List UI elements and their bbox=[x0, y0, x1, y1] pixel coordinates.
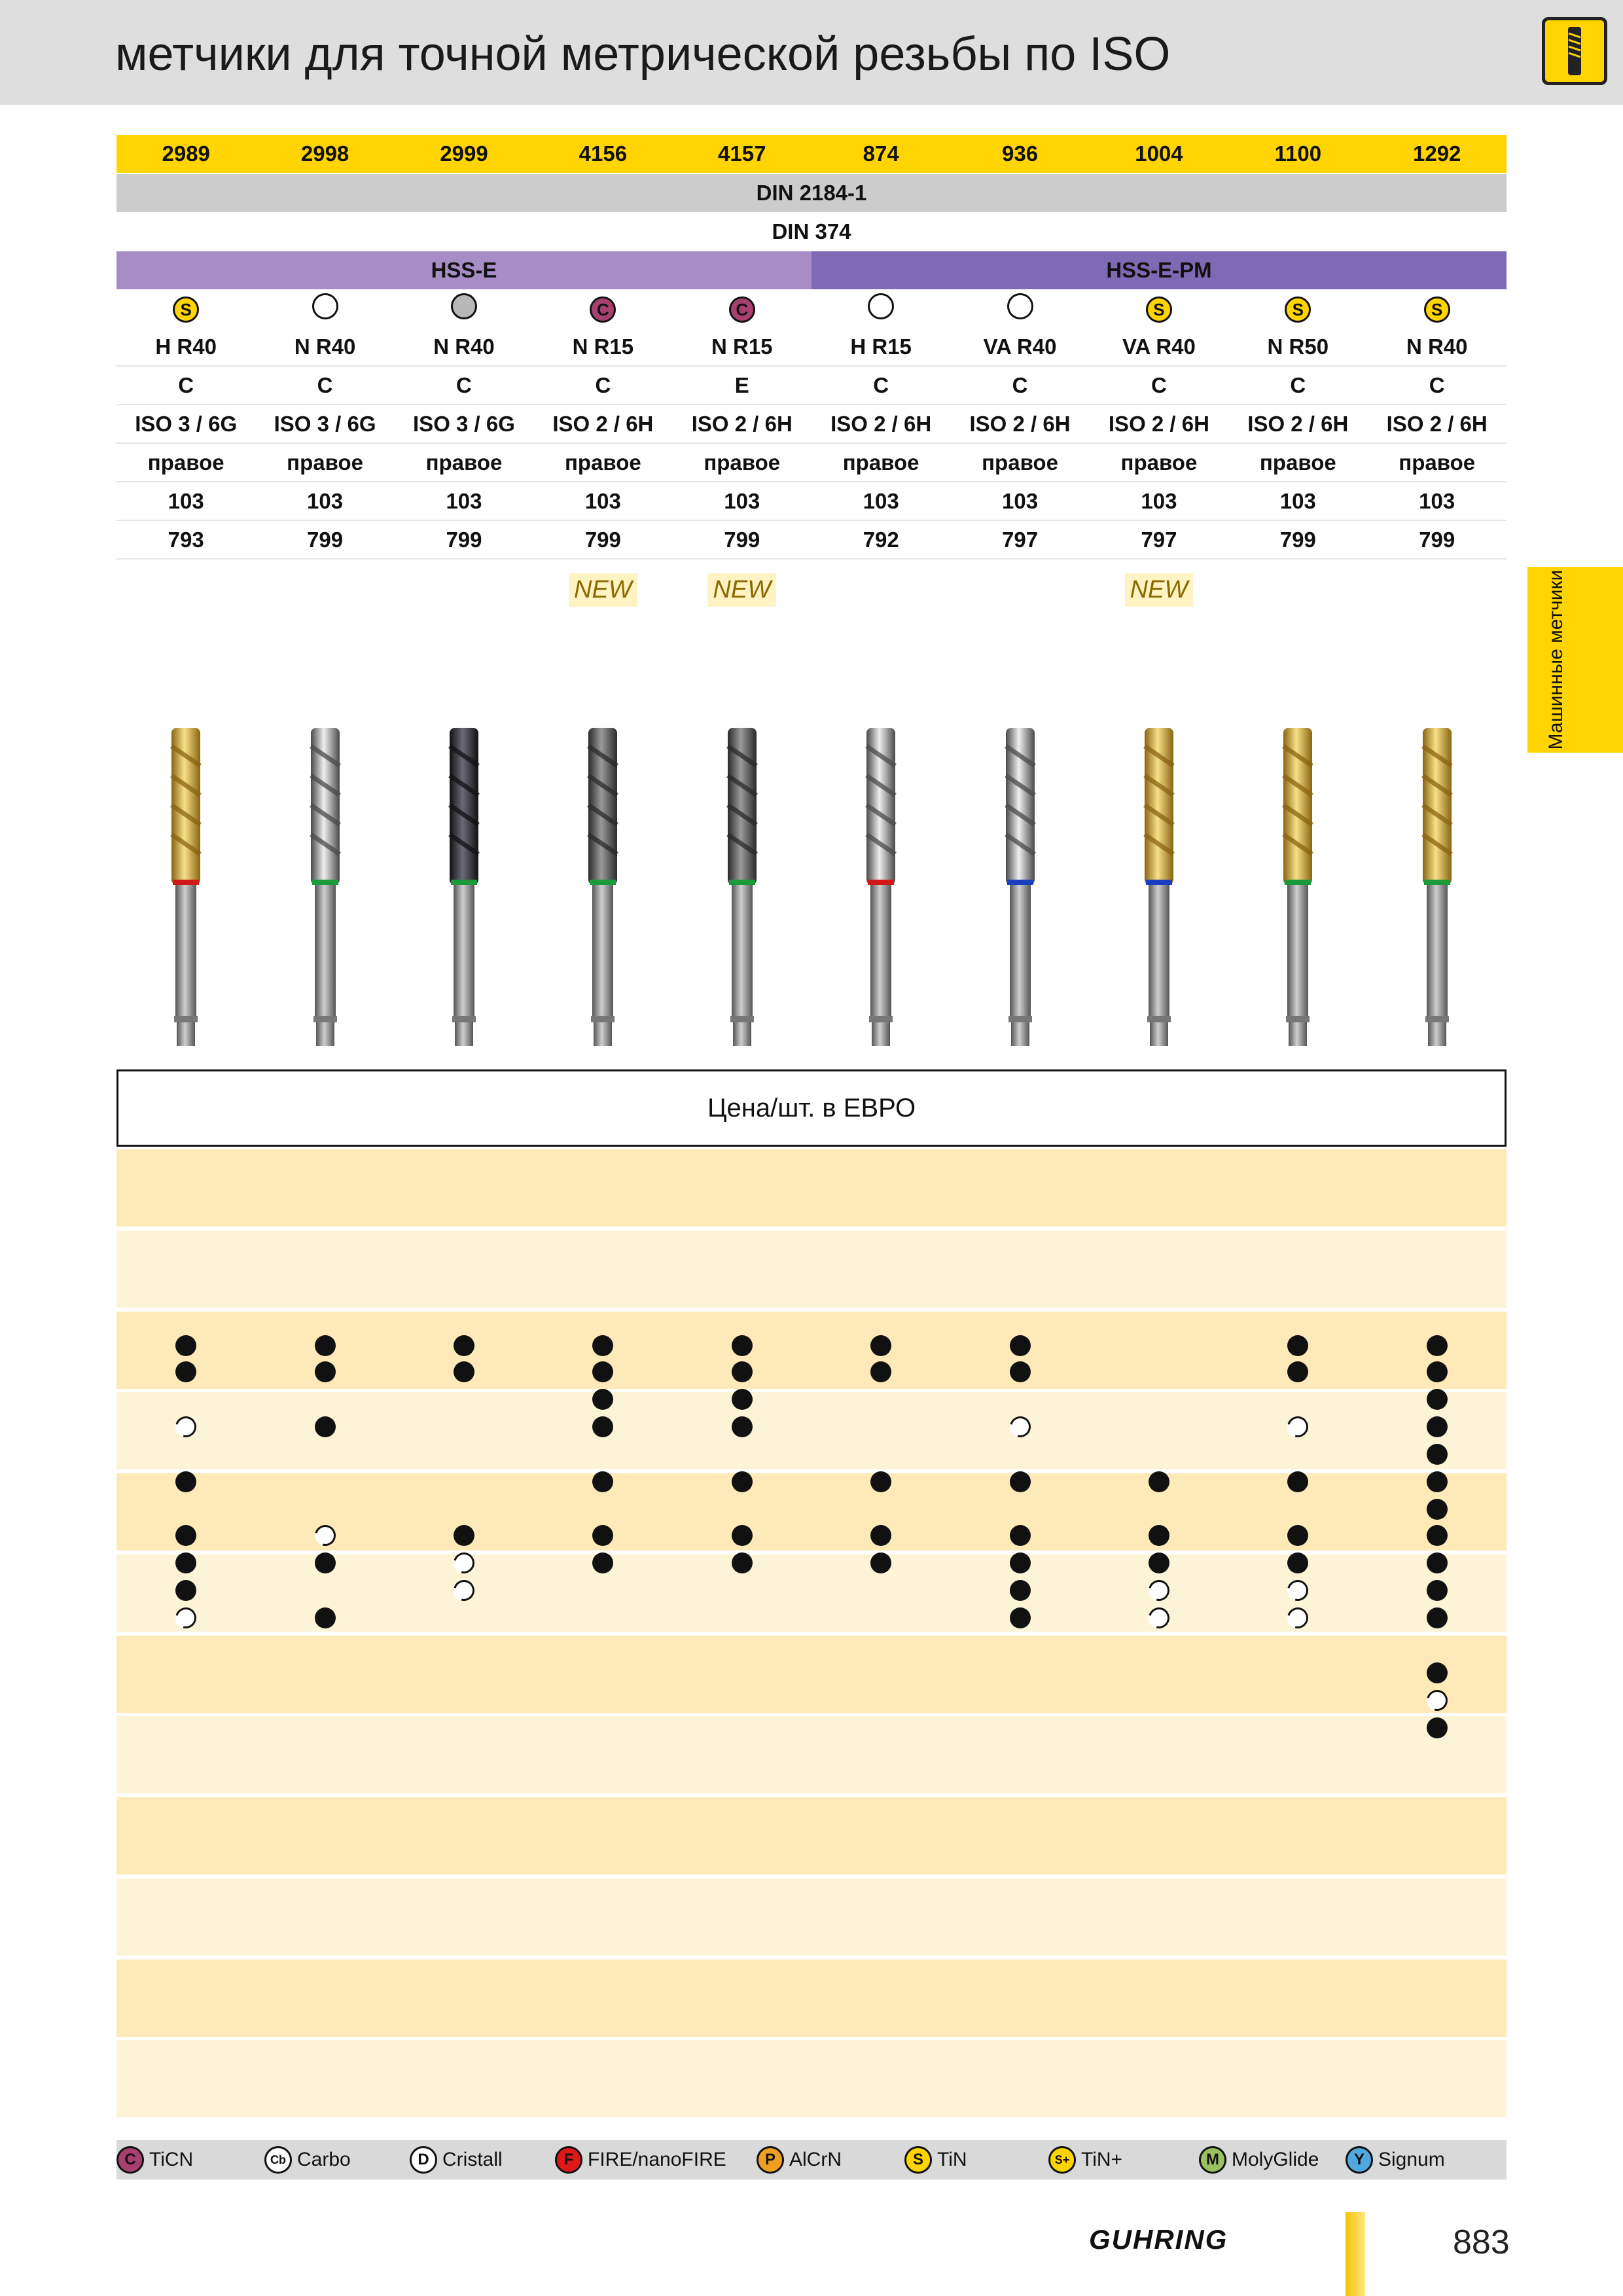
legend-label: TiN bbox=[937, 2149, 967, 2170]
coating-icon: S bbox=[1146, 296, 1172, 323]
coating-legend bbox=[116, 2140, 1507, 2179]
coating-tin-icon: S bbox=[904, 2146, 932, 2174]
legend-item bbox=[1346, 2140, 1445, 2179]
suitable-dot bbox=[870, 1361, 891, 1382]
chamfer-form: C bbox=[317, 373, 333, 397]
table-row bbox=[116, 1960, 1507, 2037]
chamfer-form: C bbox=[1012, 373, 1028, 397]
material-hsse-pm: HSS-E-PM bbox=[812, 251, 1507, 289]
suitable-dot bbox=[315, 1361, 336, 1382]
coating-carbo-icon: Cb bbox=[264, 2146, 292, 2174]
tolerance: ISO 2 / 6H bbox=[1108, 412, 1209, 436]
table-row bbox=[116, 1636, 1507, 1713]
thread-direction: правое bbox=[1259, 450, 1336, 475]
tolerance-row bbox=[116, 406, 1507, 444]
tolerance: ISO 2 / 6H bbox=[969, 412, 1071, 436]
suitable-dot bbox=[1427, 1471, 1448, 1492]
page-ref-row-2 bbox=[116, 522, 1507, 560]
top-bar bbox=[0, 0, 1623, 105]
legend-item bbox=[757, 2140, 842, 2179]
thread-direction: правое bbox=[287, 450, 363, 475]
tap-tool-image bbox=[861, 720, 901, 1047]
suitable-dot bbox=[454, 1525, 474, 1546]
new-badge: NEW bbox=[1125, 573, 1194, 607]
page-ref: 103 bbox=[724, 489, 760, 513]
suitable-dot bbox=[732, 1389, 753, 1410]
legend-label: AlCrN bbox=[789, 2149, 842, 2170]
table-row bbox=[116, 2040, 1507, 2117]
tolerance: ISO 2 / 6H bbox=[691, 412, 793, 436]
tolerance: ISO 3 / 6G bbox=[274, 412, 376, 436]
tolerance: ISO 2 / 6H bbox=[1247, 412, 1349, 436]
coating-ticn-icon: C bbox=[116, 2146, 144, 2174]
page-title: метчики для точной метрической резьбы по ISO bbox=[115, 28, 1171, 81]
tolerance: ISO 3 / 6G bbox=[135, 412, 238, 436]
thread-direction: правое bbox=[982, 450, 1058, 475]
suitable-dot bbox=[315, 1607, 336, 1628]
coating-icon bbox=[1007, 293, 1033, 319]
suitable-dot bbox=[732, 1552, 753, 1573]
material-suitability-table bbox=[116, 1149, 1507, 2121]
article-code: 2989 bbox=[162, 141, 210, 166]
new-badge: NEW bbox=[569, 573, 637, 607]
legend-item bbox=[904, 2140, 967, 2179]
coating-fire-nanofire-icon: F bbox=[555, 2146, 582, 2174]
suitable-dot bbox=[315, 1552, 336, 1573]
new-badge: NEW bbox=[707, 573, 776, 607]
article-code: 4156 bbox=[579, 141, 628, 166]
legend-item bbox=[1199, 2140, 1319, 2179]
legend-label: MolyGlide bbox=[1232, 2149, 1319, 2170]
chamfer-form: C bbox=[1290, 373, 1306, 397]
side-tab[interactable] bbox=[1527, 567, 1623, 753]
suitable-dot bbox=[315, 1416, 336, 1437]
suitable-dot bbox=[1427, 1444, 1448, 1465]
tap-type: H R40 bbox=[155, 334, 217, 359]
page-ref: 799 bbox=[446, 528, 482, 552]
page-ref: 103 bbox=[863, 489, 899, 513]
suitable-dot bbox=[1010, 1580, 1031, 1601]
suitable-dot bbox=[1427, 1580, 1448, 1601]
din-2184-row: DIN 2184-1 bbox=[116, 174, 1507, 212]
page-ref: 797 bbox=[1002, 528, 1039, 552]
tap-type: N R40 bbox=[433, 334, 495, 359]
article-code: 2998 bbox=[300, 141, 349, 166]
page-ref: 799 bbox=[307, 528, 344, 552]
material-hsse: HSS-E bbox=[116, 251, 812, 289]
legend-label: Carbo bbox=[297, 2149, 351, 2170]
tap-type: VA R40 bbox=[983, 334, 1057, 359]
direction-row bbox=[116, 444, 1507, 482]
chamfer-form: C bbox=[595, 373, 611, 397]
suitable-dot bbox=[1427, 1525, 1448, 1546]
tap-type: N R15 bbox=[572, 334, 634, 359]
tap-type: N R40 bbox=[1406, 334, 1468, 359]
page-ref: 103 bbox=[1419, 489, 1455, 513]
tap-tool-image bbox=[1418, 720, 1457, 1047]
suitable-dot bbox=[1427, 1662, 1448, 1683]
page-ref: 799 bbox=[584, 528, 621, 552]
tolerance: ISO 2 / 6H bbox=[552, 412, 654, 436]
page-ref: 799 bbox=[1279, 528, 1316, 552]
suitable-dot bbox=[1427, 1389, 1448, 1410]
page-ref: 103 bbox=[1002, 489, 1039, 513]
legend-label: FIRE/nanoFIRE bbox=[588, 2149, 726, 2170]
suitable-dot bbox=[732, 1361, 753, 1382]
suitable-dot bbox=[870, 1471, 891, 1492]
coating-icon bbox=[451, 293, 477, 319]
suitable-dot bbox=[454, 1335, 474, 1356]
suitable-dot bbox=[1149, 1471, 1169, 1492]
tap-type: H R15 bbox=[850, 334, 912, 359]
suitable-dot bbox=[870, 1525, 891, 1546]
suitable-dot bbox=[732, 1335, 753, 1356]
coating-cristall-icon: D bbox=[410, 2146, 437, 2174]
suitable-dot bbox=[1427, 1416, 1448, 1437]
coating-icon: C bbox=[729, 296, 755, 323]
table-row bbox=[116, 1230, 1507, 1308]
article-code: 2999 bbox=[440, 141, 488, 166]
thread-direction: правое bbox=[842, 450, 919, 475]
legend-item bbox=[1048, 2140, 1122, 2179]
thread-direction: правое bbox=[704, 450, 781, 475]
suitable-dot bbox=[454, 1361, 474, 1382]
page-ref: 792 bbox=[863, 528, 899, 552]
price-header bbox=[116, 1069, 1507, 1147]
page-ref: 799 bbox=[724, 528, 760, 552]
suitable-dot bbox=[175, 1525, 196, 1546]
page-ref: 103 bbox=[584, 489, 621, 513]
tap-type: N R40 bbox=[294, 334, 356, 359]
suitable-dot bbox=[732, 1471, 753, 1492]
tap-type: N R50 bbox=[1267, 334, 1329, 359]
coating-icon bbox=[312, 293, 338, 319]
page-ref: 103 bbox=[168, 489, 204, 513]
chamfer-form: C bbox=[456, 373, 472, 397]
article-code: 874 bbox=[863, 141, 899, 166]
thread-direction: правое bbox=[1399, 450, 1476, 475]
coating-icon: S bbox=[173, 296, 199, 323]
coating-icon bbox=[868, 293, 894, 319]
suitable-dot bbox=[732, 1416, 753, 1437]
tap-type: N R15 bbox=[711, 334, 773, 359]
page-ref: 793 bbox=[168, 528, 204, 552]
suitable-dot bbox=[175, 1471, 196, 1492]
chamfer-form: E bbox=[734, 373, 749, 397]
thread-direction: правое bbox=[564, 450, 641, 475]
tap-tool-image bbox=[722, 720, 762, 1047]
legend-label: TiCN bbox=[149, 2149, 194, 2170]
chamfer-form: C bbox=[873, 373, 889, 397]
legend-label: Cristall bbox=[442, 2149, 503, 2170]
tolerance: ISO 2 / 6H bbox=[1386, 412, 1488, 436]
material-row bbox=[116, 251, 1507, 289]
coating-row bbox=[116, 290, 1507, 328]
coating-tin--icon: S+ bbox=[1048, 2146, 1076, 2174]
suitable-dot bbox=[175, 1580, 196, 1601]
tool-images bbox=[116, 720, 1507, 1054]
tap-tool-image bbox=[444, 720, 484, 1047]
legend-item bbox=[555, 2140, 726, 2179]
legend-item bbox=[264, 2140, 351, 2179]
suitable-dot bbox=[1427, 1335, 1448, 1356]
coating-icon: S bbox=[1285, 296, 1311, 323]
table-row bbox=[116, 1716, 1507, 1793]
tap-icon bbox=[1542, 17, 1607, 85]
page-ref: 797 bbox=[1141, 528, 1177, 552]
tap-type: VA R40 bbox=[1122, 334, 1196, 359]
suitable-dot bbox=[1010, 1552, 1031, 1573]
legend-item bbox=[116, 2140, 193, 2179]
suitable-dot bbox=[1427, 1717, 1448, 1738]
table-row bbox=[116, 1797, 1507, 1874]
suitable-dot bbox=[1010, 1471, 1031, 1492]
thread-direction: правое bbox=[1120, 450, 1198, 475]
table-row bbox=[116, 1149, 1507, 1227]
suitable-dot bbox=[1010, 1361, 1031, 1382]
suitable-dot bbox=[1427, 1607, 1448, 1628]
page-ref: 799 bbox=[1419, 528, 1455, 552]
legend-label: TiN+ bbox=[1081, 2149, 1123, 2170]
chamfer-form: C bbox=[1429, 373, 1445, 397]
page-ref: 103 bbox=[446, 489, 482, 513]
tap-tool-image bbox=[583, 720, 622, 1047]
suitable-dot bbox=[870, 1552, 891, 1573]
coating-signum-icon: Y bbox=[1346, 2146, 1373, 2174]
tap-tool-image bbox=[1278, 720, 1317, 1047]
suitable-dot bbox=[175, 1361, 196, 1382]
tap-tool-image bbox=[166, 720, 205, 1047]
coating-icon: S bbox=[1424, 296, 1450, 323]
suitable-dot bbox=[1427, 1499, 1448, 1520]
coating-molyglide-icon: M bbox=[1199, 2146, 1226, 2174]
legend-label: Signum bbox=[1378, 2149, 1445, 2170]
tap-tool-image bbox=[1139, 720, 1179, 1047]
tolerance: ISO 3 / 6G bbox=[413, 412, 515, 436]
brand-logo: GUHRING bbox=[1089, 2224, 1228, 2255]
suitable-dot bbox=[175, 1552, 196, 1573]
suitable-dot bbox=[175, 1335, 196, 1356]
din-374-row: DIN 374 bbox=[772, 219, 851, 243]
article-code-row bbox=[116, 135, 1507, 173]
suitable-dot bbox=[732, 1525, 753, 1546]
side-tab-label: Машинные метчики bbox=[1545, 569, 1567, 750]
page-ref: 103 bbox=[1279, 489, 1316, 513]
thread-direction: правое bbox=[425, 450, 503, 475]
price-label: Цена/шт. в ЕВРО bbox=[707, 1093, 916, 1122]
page-number: 883 bbox=[1453, 2223, 1510, 2261]
new-badge-row bbox=[116, 571, 1507, 609]
chamfer-form: C bbox=[1151, 373, 1167, 397]
suitable-dot bbox=[1010, 1607, 1031, 1628]
tap-tool-image bbox=[306, 720, 345, 1047]
type-row bbox=[116, 329, 1507, 367]
thread-direction: правое bbox=[147, 450, 224, 475]
chamfer-form: C bbox=[178, 373, 194, 397]
tap-tool-image bbox=[1001, 720, 1040, 1047]
coating-icon: C bbox=[590, 296, 616, 323]
article-code: 1292 bbox=[1413, 141, 1461, 166]
article-code: 936 bbox=[1002, 141, 1039, 166]
article-code: 4157 bbox=[718, 141, 766, 166]
chamfer-row bbox=[116, 367, 1507, 405]
suitable-dot bbox=[1427, 1361, 1448, 1382]
page-ref-row-1 bbox=[116, 483, 1507, 521]
article-code: 1100 bbox=[1274, 141, 1322, 166]
page-ref: 103 bbox=[307, 489, 344, 513]
page-ref: 103 bbox=[1141, 489, 1177, 513]
legend-item bbox=[410, 2140, 503, 2179]
coating-alcrn-icon: P bbox=[757, 2146, 784, 2174]
table-row bbox=[116, 1878, 1507, 1956]
tolerance: ISO 2 / 6H bbox=[830, 412, 932, 436]
suitable-dot bbox=[1427, 1552, 1448, 1573]
article-code: 1004 bbox=[1135, 141, 1183, 166]
suitable-dot bbox=[315, 1335, 336, 1356]
brand-bar bbox=[1346, 2212, 1365, 2296]
suitable-dot bbox=[1149, 1525, 1169, 1546]
suitable-dot bbox=[1149, 1552, 1169, 1573]
suitable-dot bbox=[1010, 1525, 1031, 1546]
suitable-dot bbox=[1010, 1335, 1031, 1356]
suitable-dot bbox=[870, 1335, 891, 1356]
